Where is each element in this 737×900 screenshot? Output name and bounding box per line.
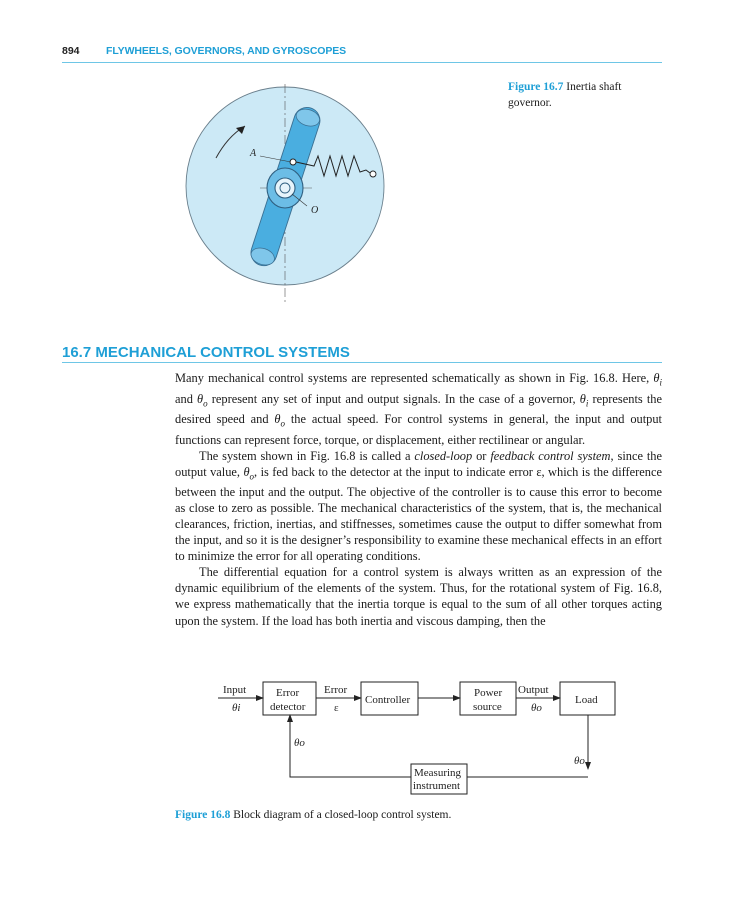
paragraph [175,370,662,448]
figure-16-7-caption [508,79,648,111]
paragraph [175,448,662,565]
section-title: MECHANICAL CONTROL SYSTEMS [95,344,350,361]
block-measuring-line-2: instrument [413,780,461,792]
text-run: i [585,397,589,408]
text-run: θ [579,391,586,406]
text-run: The differential equation for a control system is always written as an expression of the dynamic equilibrium of the elements of the system. Thus, for the rotational system of Fig. 16.8, we express mathematically that the inertia torque is equal to the sum of all other torques acting upon the system. If the load has both inertia and viscous damping, then the [175,565,662,628]
hub-inner [275,178,295,198]
figure-16-8-block-diagram [218,676,618,801]
block-error-detector-line-2: detector [270,701,306,713]
figure-16-7-caption-text: Inertia shaft governor. [508,81,622,109]
load-output-symbol: θo [574,755,585,767]
text-run: θ [197,391,204,406]
callout-a: A [250,148,257,159]
signal-error-symbol: ε [334,702,339,714]
feedback-symbol: θo [294,737,305,749]
callout-o: O [311,205,319,216]
feedback-line-left [290,715,411,777]
text-run: feedback control system [490,448,611,463]
text-run: closed-loop [414,448,473,463]
block-measuring-line-1: Measuring [414,767,462,779]
text-run: i [659,377,662,388]
text-run: θ [653,371,660,385]
text-run: , is fed back to the detector at the input to indicate error ε, which is the difference between the input and the output. The objective of the controller is to cause this error to become as close to zero as possible. The mechanical characteristics of the system, that is, the mechanical clearances, friction, inertias, and stiffnesses, sometimes cause the output to differ somewhat from the input, and so it is the designer’s responsibility to examine these mechanical effects in an effort to minimize the error for all operating conditions. [175,464,662,564]
text-run: The system shown in Fig. 16.8 is called a [199,448,415,463]
block-load: Load [575,694,598,706]
figure-16-8-label: Figure 16.8 [175,809,231,821]
text-run: o [249,471,255,482]
block-power-source-line-2: source [473,701,502,713]
signal-error-label: Error [324,684,348,696]
figure-16-8-caption [175,809,451,821]
chapter-title: FLYWHEELS, GOVERNORS, AND GYROSCOPES [106,45,347,57]
text-run: represents the desired speed and [175,391,662,427]
block-error-detector-line-1: Error [276,687,300,699]
text-run: θ [243,464,250,479]
text-run: the actual speed. For control systems in general, the input and output functions can represent force, torque, or displacement, either rectilinear or angular. [175,412,662,447]
text-run: Many mechanical control systems are represented schematically as shown in Fig. 16.8. Here, [175,371,654,385]
page-number: 894 [62,45,80,57]
signal-input-label: Input [223,684,247,696]
section-heading [62,344,662,363]
paragraph [175,564,662,628]
text-run: θ [274,412,281,427]
running-head [62,44,662,63]
text-run: o [203,397,208,408]
body-text [175,370,662,629]
signal-output-symbol: θo [531,702,542,714]
text-run: and [175,391,198,406]
figure-16-8-caption-text: Block diagram of a closed-loop control system. [233,809,452,821]
figure-16-7-label: Figure 16.7 [508,81,564,93]
spring-anchor [370,171,376,177]
block-controller: Controller [365,694,411,706]
text-run: , since the output value, [175,448,662,479]
text-run: represent any set of input and output signals. In the case of a governor, [207,391,580,406]
text-run: or [472,448,491,463]
signal-output-label: Output [518,684,549,696]
block-power-source-line-1: Power [474,687,503,699]
signal-input-symbol: θi [232,702,241,714]
section-number: 16.7 [62,344,92,361]
text-run: o [280,418,285,429]
figure-16-7-inertia-governor [180,76,396,308]
